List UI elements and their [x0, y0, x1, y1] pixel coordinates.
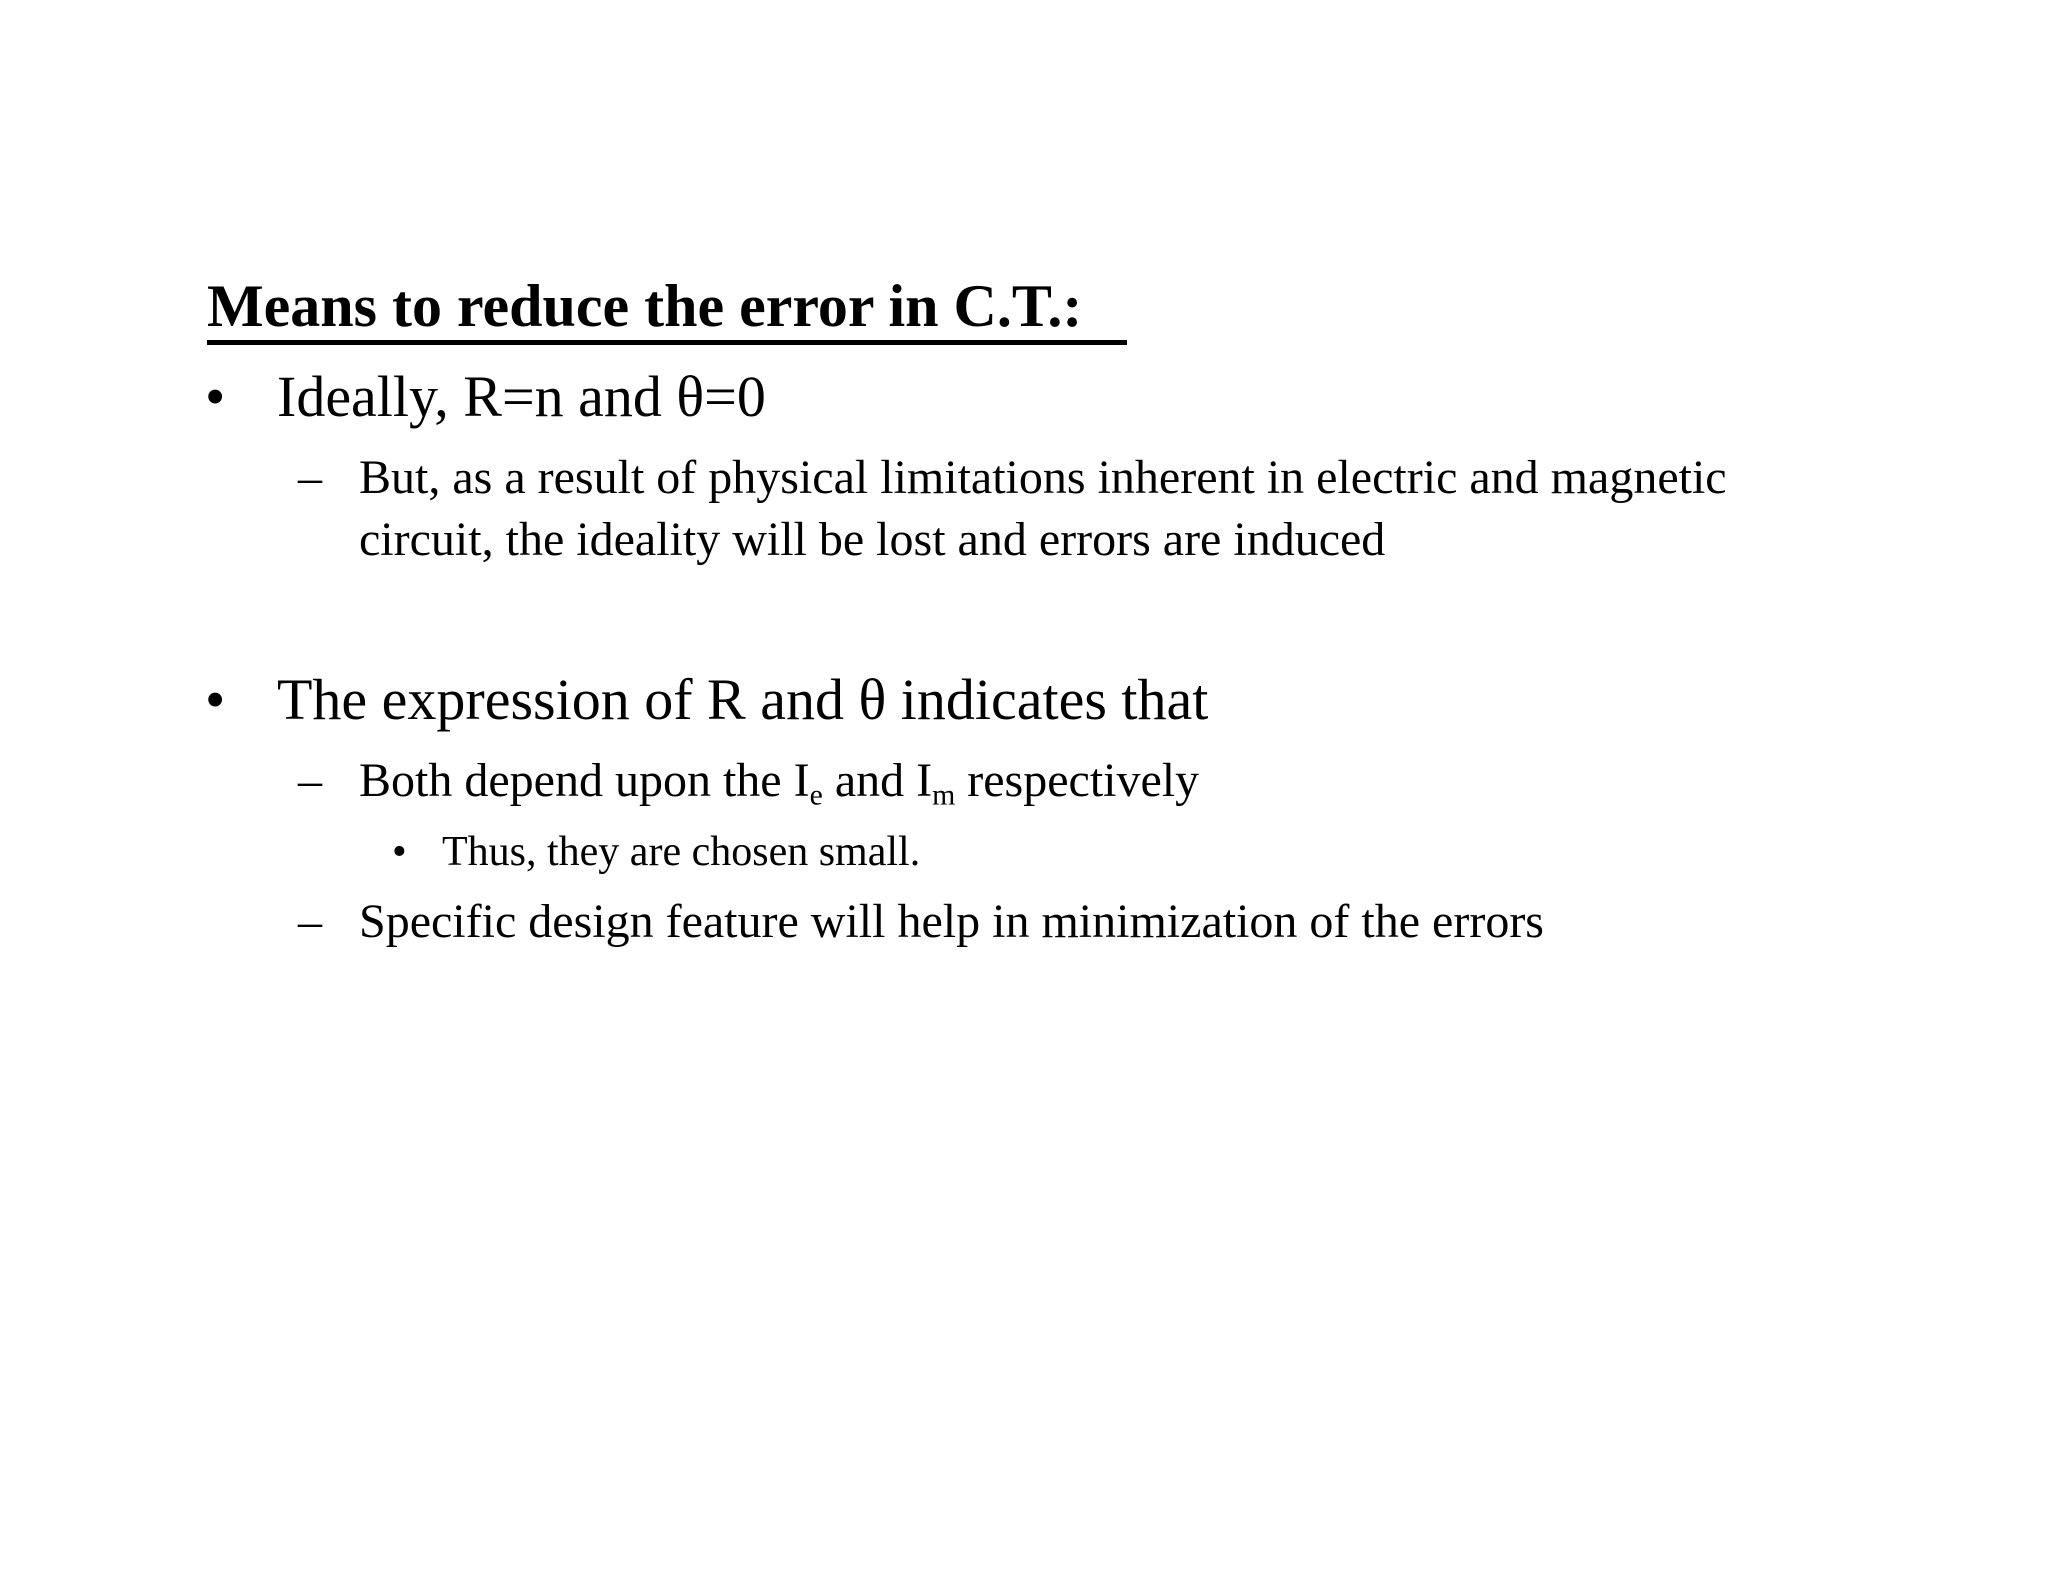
- sub-bullet-1-1-line-2: circuit, the ideality will be lost and errors are induced: [359, 513, 1386, 566]
- bullet-1-text: Ideally, R=n and θ=0: [277, 364, 766, 429]
- sub-bullet-2-1-mid: and I: [822, 754, 933, 807]
- bullet-marker: •: [392, 829, 407, 875]
- subscript-m: m: [932, 778, 956, 812]
- bullet-marker: •: [205, 667, 226, 732]
- sub-bullet-2-1-pre: Both depend upon the I: [359, 754, 810, 807]
- sub-bullet-2-2-text: Specific design feature will help in minimization of the errors: [359, 895, 1544, 948]
- dash-marker: –: [298, 754, 322, 807]
- sub-sub-bullet-2-1-1-text: Thus, they are chosen small.: [442, 829, 921, 875]
- sub-bullet-2-1-post: respectively: [955, 754, 1200, 807]
- dash-marker: –: [298, 451, 322, 504]
- subscript-e: e: [809, 778, 823, 812]
- bullet-marker: •: [205, 364, 226, 429]
- dash-marker: –: [298, 895, 322, 948]
- sub-bullet-1-1-line-1: But, as a result of physical limitations inherent in electric and magnetic: [359, 451, 1727, 504]
- bullet-2-text: The expression of R and θ indicates that: [277, 667, 1209, 732]
- sub-bullet-2-1-text: [359, 750, 1199, 812]
- title-underline: [207, 340, 1127, 345]
- slide-title: Means to reduce the error in C.T.:: [207, 273, 1083, 339]
